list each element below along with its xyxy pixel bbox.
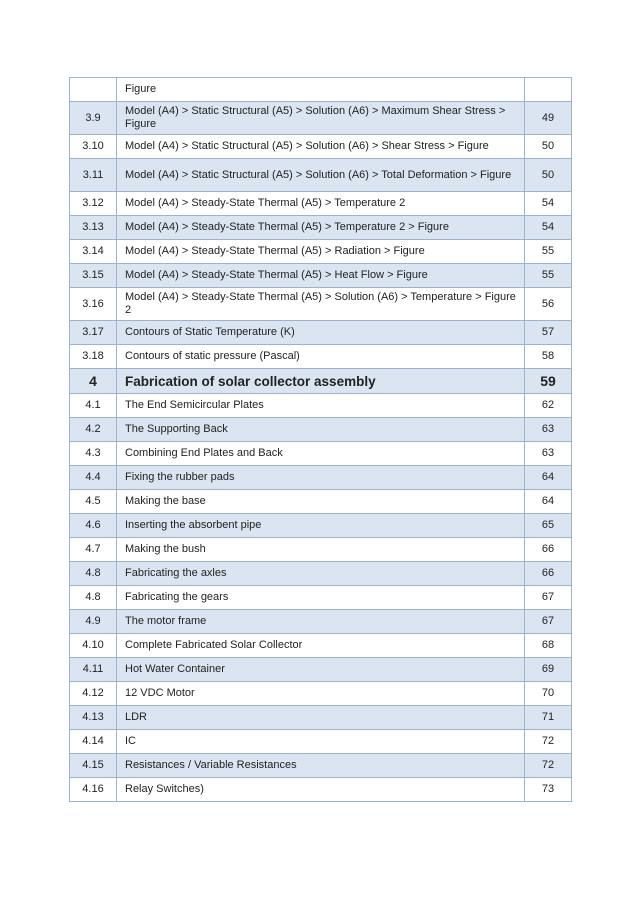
figure-number bbox=[70, 78, 117, 102]
figure-number: 3.18 bbox=[70, 345, 117, 369]
figure-number: 3.13 bbox=[70, 216, 117, 240]
figure-title: Model (A4) > Steady-State Thermal (A5) > Heat Flow > Figure bbox=[117, 264, 525, 288]
figure-title: Inserting the absorbent pipe bbox=[117, 514, 525, 538]
figure-title: Model (A4) > Steady-State Thermal (A5) > Temperature 2 bbox=[117, 192, 525, 216]
figure-number: 3.17 bbox=[70, 321, 117, 345]
figure-title: 12 VDC Motor bbox=[117, 682, 525, 706]
figure-row bbox=[70, 634, 572, 658]
figure-row bbox=[70, 490, 572, 514]
figure-title: The End Semicircular Plates bbox=[117, 394, 525, 418]
figure-title: Complete Fabricated Solar Collector bbox=[117, 634, 525, 658]
figure-row bbox=[70, 514, 572, 538]
figure-title: Resistances / Variable Resistances bbox=[117, 754, 525, 778]
figure-row bbox=[70, 418, 572, 442]
figure-number: 4.8 bbox=[70, 586, 117, 610]
page-number: 55 bbox=[525, 264, 572, 288]
figure-row bbox=[70, 754, 572, 778]
page-number: 69 bbox=[525, 658, 572, 682]
page-number: 73 bbox=[525, 778, 572, 802]
figure-number: 3.10 bbox=[70, 135, 117, 159]
page-number: 49 bbox=[525, 102, 572, 135]
figure-row bbox=[70, 658, 572, 682]
figure-number: 4.13 bbox=[70, 706, 117, 730]
page-number: 66 bbox=[525, 562, 572, 586]
figure-number: 3.12 bbox=[70, 192, 117, 216]
figure-title: Fabricating the gears bbox=[117, 586, 525, 610]
figure-row bbox=[70, 610, 572, 634]
figure-number: 4.6 bbox=[70, 514, 117, 538]
figure-number: 3.15 bbox=[70, 264, 117, 288]
figure-title: Fabricating the axles bbox=[117, 562, 525, 586]
figure-number: 4.11 bbox=[70, 658, 117, 682]
figure-title: Figure bbox=[117, 78, 525, 102]
page-number: 71 bbox=[525, 706, 572, 730]
figure-row bbox=[70, 466, 572, 490]
figure-number: 3.16 bbox=[70, 288, 117, 321]
figure-title: Contours of static pressure (Pascal) bbox=[117, 345, 525, 369]
list-of-figures-body bbox=[70, 78, 572, 802]
figure-row bbox=[70, 240, 572, 264]
figure-row bbox=[70, 78, 572, 102]
figure-number: 4 bbox=[70, 369, 117, 394]
page-number: 64 bbox=[525, 490, 572, 514]
page-number: 62 bbox=[525, 394, 572, 418]
figure-number: 4.7 bbox=[70, 538, 117, 562]
figure-row bbox=[70, 102, 572, 135]
figure-number: 4.2 bbox=[70, 418, 117, 442]
figure-number: 4.4 bbox=[70, 466, 117, 490]
page-number: 66 bbox=[525, 538, 572, 562]
page-number bbox=[525, 78, 572, 102]
page-number: 54 bbox=[525, 192, 572, 216]
figure-row bbox=[70, 562, 572, 586]
figure-row bbox=[70, 586, 572, 610]
figure-number: 4.5 bbox=[70, 490, 117, 514]
figure-title: Contours of Static Temperature (K) bbox=[117, 321, 525, 345]
page-number: 65 bbox=[525, 514, 572, 538]
figure-title: Model (A4) > Static Structural (A5) > Solution (A6) > Shear Stress > Figure bbox=[117, 135, 525, 159]
figure-title: The Supporting Back bbox=[117, 418, 525, 442]
figure-number: 4.14 bbox=[70, 730, 117, 754]
page-number: 72 bbox=[525, 730, 572, 754]
figure-row bbox=[70, 730, 572, 754]
figure-title: Model (A4) > Static Structural (A5) > Solution (A6) > Total Deformation > Figure bbox=[117, 159, 525, 192]
figure-row bbox=[70, 345, 572, 369]
page-number: 50 bbox=[525, 135, 572, 159]
figure-title: The motor frame bbox=[117, 610, 525, 634]
page-number: 56 bbox=[525, 288, 572, 321]
figure-row bbox=[70, 682, 572, 706]
page-number: 70 bbox=[525, 682, 572, 706]
page-number: 63 bbox=[525, 418, 572, 442]
figure-title: Combining End Plates and Back bbox=[117, 442, 525, 466]
page-number: 68 bbox=[525, 634, 572, 658]
figure-number: 3.11 bbox=[70, 159, 117, 192]
figure-number: 4.3 bbox=[70, 442, 117, 466]
figure-row bbox=[70, 135, 572, 159]
figure-row bbox=[70, 442, 572, 466]
page-number: 67 bbox=[525, 586, 572, 610]
chapter-row bbox=[70, 369, 572, 394]
figure-row bbox=[70, 321, 572, 345]
figure-title: Hot Water Container bbox=[117, 658, 525, 682]
figure-row bbox=[70, 706, 572, 730]
figure-row bbox=[70, 192, 572, 216]
figure-title: Fabrication of solar collector assembly bbox=[117, 369, 525, 394]
figure-title: Model (A4) > Steady-State Thermal (A5) > Solution (A6) > Temperature > Figure 2 bbox=[117, 288, 525, 321]
page-number: 50 bbox=[525, 159, 572, 192]
figure-title: IC bbox=[117, 730, 525, 754]
page-number: 63 bbox=[525, 442, 572, 466]
page-number: 72 bbox=[525, 754, 572, 778]
figure-title: Model (A4) > Steady-State Thermal (A5) > Temperature 2 > Figure bbox=[117, 216, 525, 240]
figure-title: Making the base bbox=[117, 490, 525, 514]
figure-row bbox=[70, 216, 572, 240]
figure-title: Relay Switches) bbox=[117, 778, 525, 802]
figure-title: Fixing the rubber pads bbox=[117, 466, 525, 490]
page-number: 64 bbox=[525, 466, 572, 490]
figure-row bbox=[70, 394, 572, 418]
page-number: 58 bbox=[525, 345, 572, 369]
figure-number: 4.16 bbox=[70, 778, 117, 802]
figure-number: 4.15 bbox=[70, 754, 117, 778]
page-number: 59 bbox=[525, 369, 572, 394]
figure-number: 4.8 bbox=[70, 562, 117, 586]
figure-number: 3.14 bbox=[70, 240, 117, 264]
page-number: 57 bbox=[525, 321, 572, 345]
page-number: 67 bbox=[525, 610, 572, 634]
figure-number: 4.12 bbox=[70, 682, 117, 706]
figure-row bbox=[70, 288, 572, 321]
figure-title: Model (A4) > Steady-State Thermal (A5) > Radiation > Figure bbox=[117, 240, 525, 264]
figure-title: LDR bbox=[117, 706, 525, 730]
figure-number: 3.9 bbox=[70, 102, 117, 135]
figure-row bbox=[70, 159, 572, 192]
figure-title: Making the bush bbox=[117, 538, 525, 562]
list-of-figures-table bbox=[69, 77, 572, 802]
figure-number: 4.1 bbox=[70, 394, 117, 418]
figure-number: 4.10 bbox=[70, 634, 117, 658]
page-number: 55 bbox=[525, 240, 572, 264]
page-number: 54 bbox=[525, 216, 572, 240]
figure-number: 4.9 bbox=[70, 610, 117, 634]
figure-row bbox=[70, 778, 572, 802]
figure-row bbox=[70, 264, 572, 288]
figure-row bbox=[70, 538, 572, 562]
figure-title: Model (A4) > Static Structural (A5) > Solution (A6) > Maximum Shear Stress > Figure bbox=[117, 102, 525, 135]
